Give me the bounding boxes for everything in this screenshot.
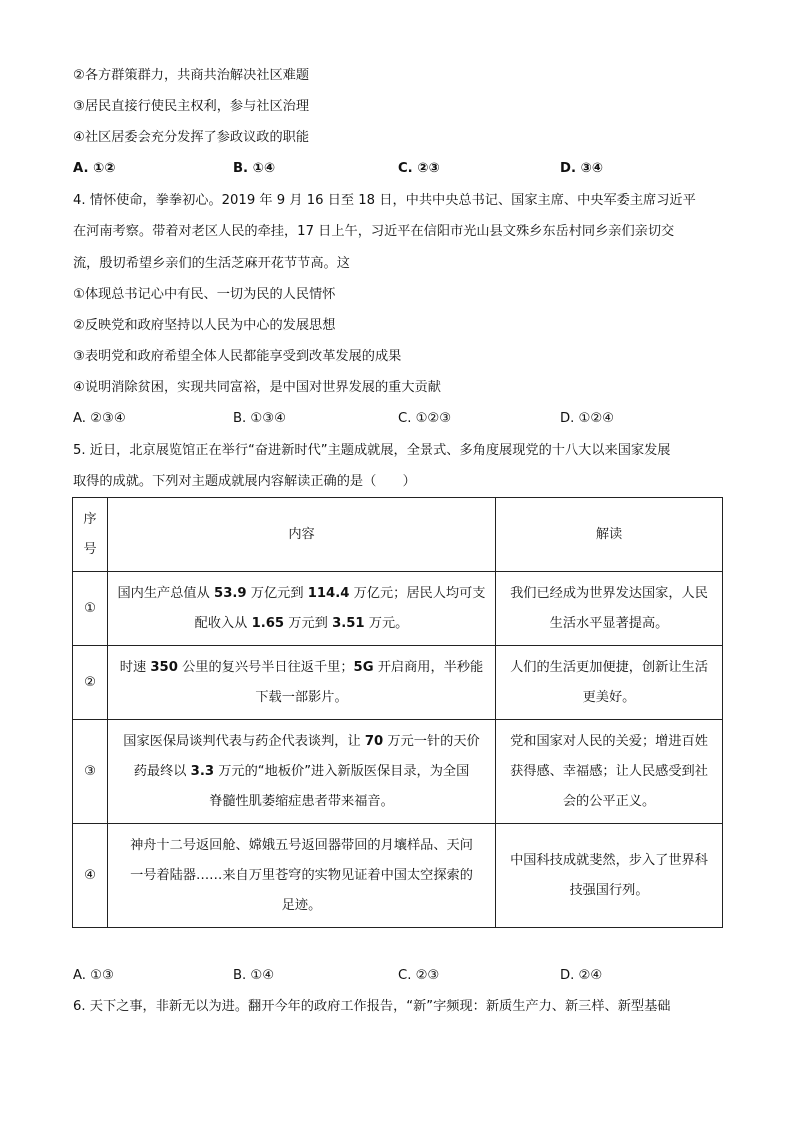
q5-stem-line-2: 取得的成就。下列对主题成就展内容解读正确的是（ ） xyxy=(73,474,416,489)
q3-item-4: ④社区居委会充分发挥了参政议政的职能 xyxy=(73,130,310,145)
q4-stem-line-1: 4. 情怀使命，拳拳初心。2019 年 9 月 16 日至 18 日，中共中央总书记、国家主席、中央军委主席习近平 xyxy=(73,193,696,208)
q5-stem-line-1: 5. 近日，北京展览馆正在举行“奋进新时代”主题成就展，全景式、多角度展现党的十八大以来国家发展 xyxy=(73,443,671,458)
q4-options xyxy=(73,409,733,429)
row-reading: 我们已经成为世界发达国家，人民 生活水平显著提高。 xyxy=(496,572,723,646)
q4-item-1: ①体现总书记心中有民、一切为民的人民情怀 xyxy=(73,287,336,302)
q3-option-d[interactable]: D. ③④ xyxy=(560,161,603,176)
q5-option-b[interactable]: B. ①④ xyxy=(233,968,275,983)
q4-option-c[interactable]: C. ①②③ xyxy=(398,411,452,426)
q6-stem-line-1: 6. 天下之事，非新无以为进。翻开今年的政府工作报告，“新”字频现：新质生产力、新三样、新型基础 xyxy=(73,999,671,1014)
row-reading: 党和国家对人民的关爱；增进百姓 获得感、幸福感；让人民感受到社 会的公平正义。 xyxy=(496,720,723,824)
q5-achievement-table xyxy=(72,497,723,928)
row-content: 神舟十二号返回舱、嫦娥五号返回器带回的月壤样品、天问 一号着陆器……来自万里苍穹的实物见证着中国太空探索的 足迹。 xyxy=(108,824,496,928)
q3-option-b[interactable]: B. ①④ xyxy=(233,161,275,176)
q4-item-2: ②反映党和政府坚持以人民为中心的发展思想 xyxy=(73,318,336,333)
q4-option-a[interactable]: A. ②③④ xyxy=(73,411,126,426)
q5-options xyxy=(73,966,733,986)
q4-option-b[interactable]: B. ①③④ xyxy=(233,411,286,426)
q4-stem-line-2: 在河南考察。带着对老区人民的牵挂，17 日上午，习近平在信阳市光山县文殊乡东岳村同乡亲们亲切交 xyxy=(73,224,675,239)
q3-option-c[interactable]: C. ②③ xyxy=(398,161,440,176)
row-reading: 人们的生活更加便捷，创新让生活 更美好。 xyxy=(496,646,723,720)
table-row xyxy=(73,646,723,720)
q3-item-2: ②各方群策群力，共商共治解决社区难题 xyxy=(73,68,310,83)
row-content: 国家医保局谈判代表与药企代表谈判，让 70 万元一针的天价 药最终以 3.3 万元的“地板价”进入新版医保目录，为全国 脊髓性肌萎缩症患者带来福音。 xyxy=(108,720,496,824)
q5-option-a[interactable]: A. ①③ xyxy=(73,968,114,983)
table-row xyxy=(73,572,723,646)
q3-option-a[interactable]: A. ①② xyxy=(73,161,116,176)
q4-option-d[interactable]: D. ①②④ xyxy=(560,411,615,426)
header-reading: 解读 xyxy=(496,498,723,572)
row-number: ④ xyxy=(73,824,108,928)
table-row xyxy=(73,720,723,824)
row-number: ① xyxy=(73,572,108,646)
row-content: 时速 350 公里的复兴号半日往返千里；5G 开启商用，半秒能 下载一部影片。 xyxy=(108,646,496,720)
q5-option-c[interactable]: C. ②③ xyxy=(398,968,440,983)
q5-option-d[interactable]: D. ②④ xyxy=(560,968,603,983)
row-number: ② xyxy=(73,646,108,720)
table-header-row xyxy=(73,498,723,572)
q4-item-3: ③表明党和政府希望全体人民都能享受到改革发展的成果 xyxy=(73,349,402,364)
header-content: 内容 xyxy=(108,498,496,572)
header-number: 序 号 xyxy=(73,498,108,572)
row-reading: 中国科技成就斐然，步入了世界科 技强国行列。 xyxy=(496,824,723,928)
q3-options xyxy=(73,159,733,179)
q4-stem-line-3: 流，殷切希望乡亲们的生活芝麻开花节节高。这 xyxy=(73,256,350,271)
row-content: 国内生产总值从 53.9 万亿元到 114.4 万亿元；居民人均可支 配收入从 1.65 万元到 3.51 万元。 xyxy=(108,572,496,646)
row-number: ③ xyxy=(73,720,108,824)
table-row xyxy=(73,824,723,928)
q4-item-4: ④说明消除贫困，实现共同富裕，是中国对世界发展的重大贡献 xyxy=(73,380,441,395)
q3-item-3: ③居民直接行使民主权利，参与社区治理 xyxy=(73,99,310,114)
